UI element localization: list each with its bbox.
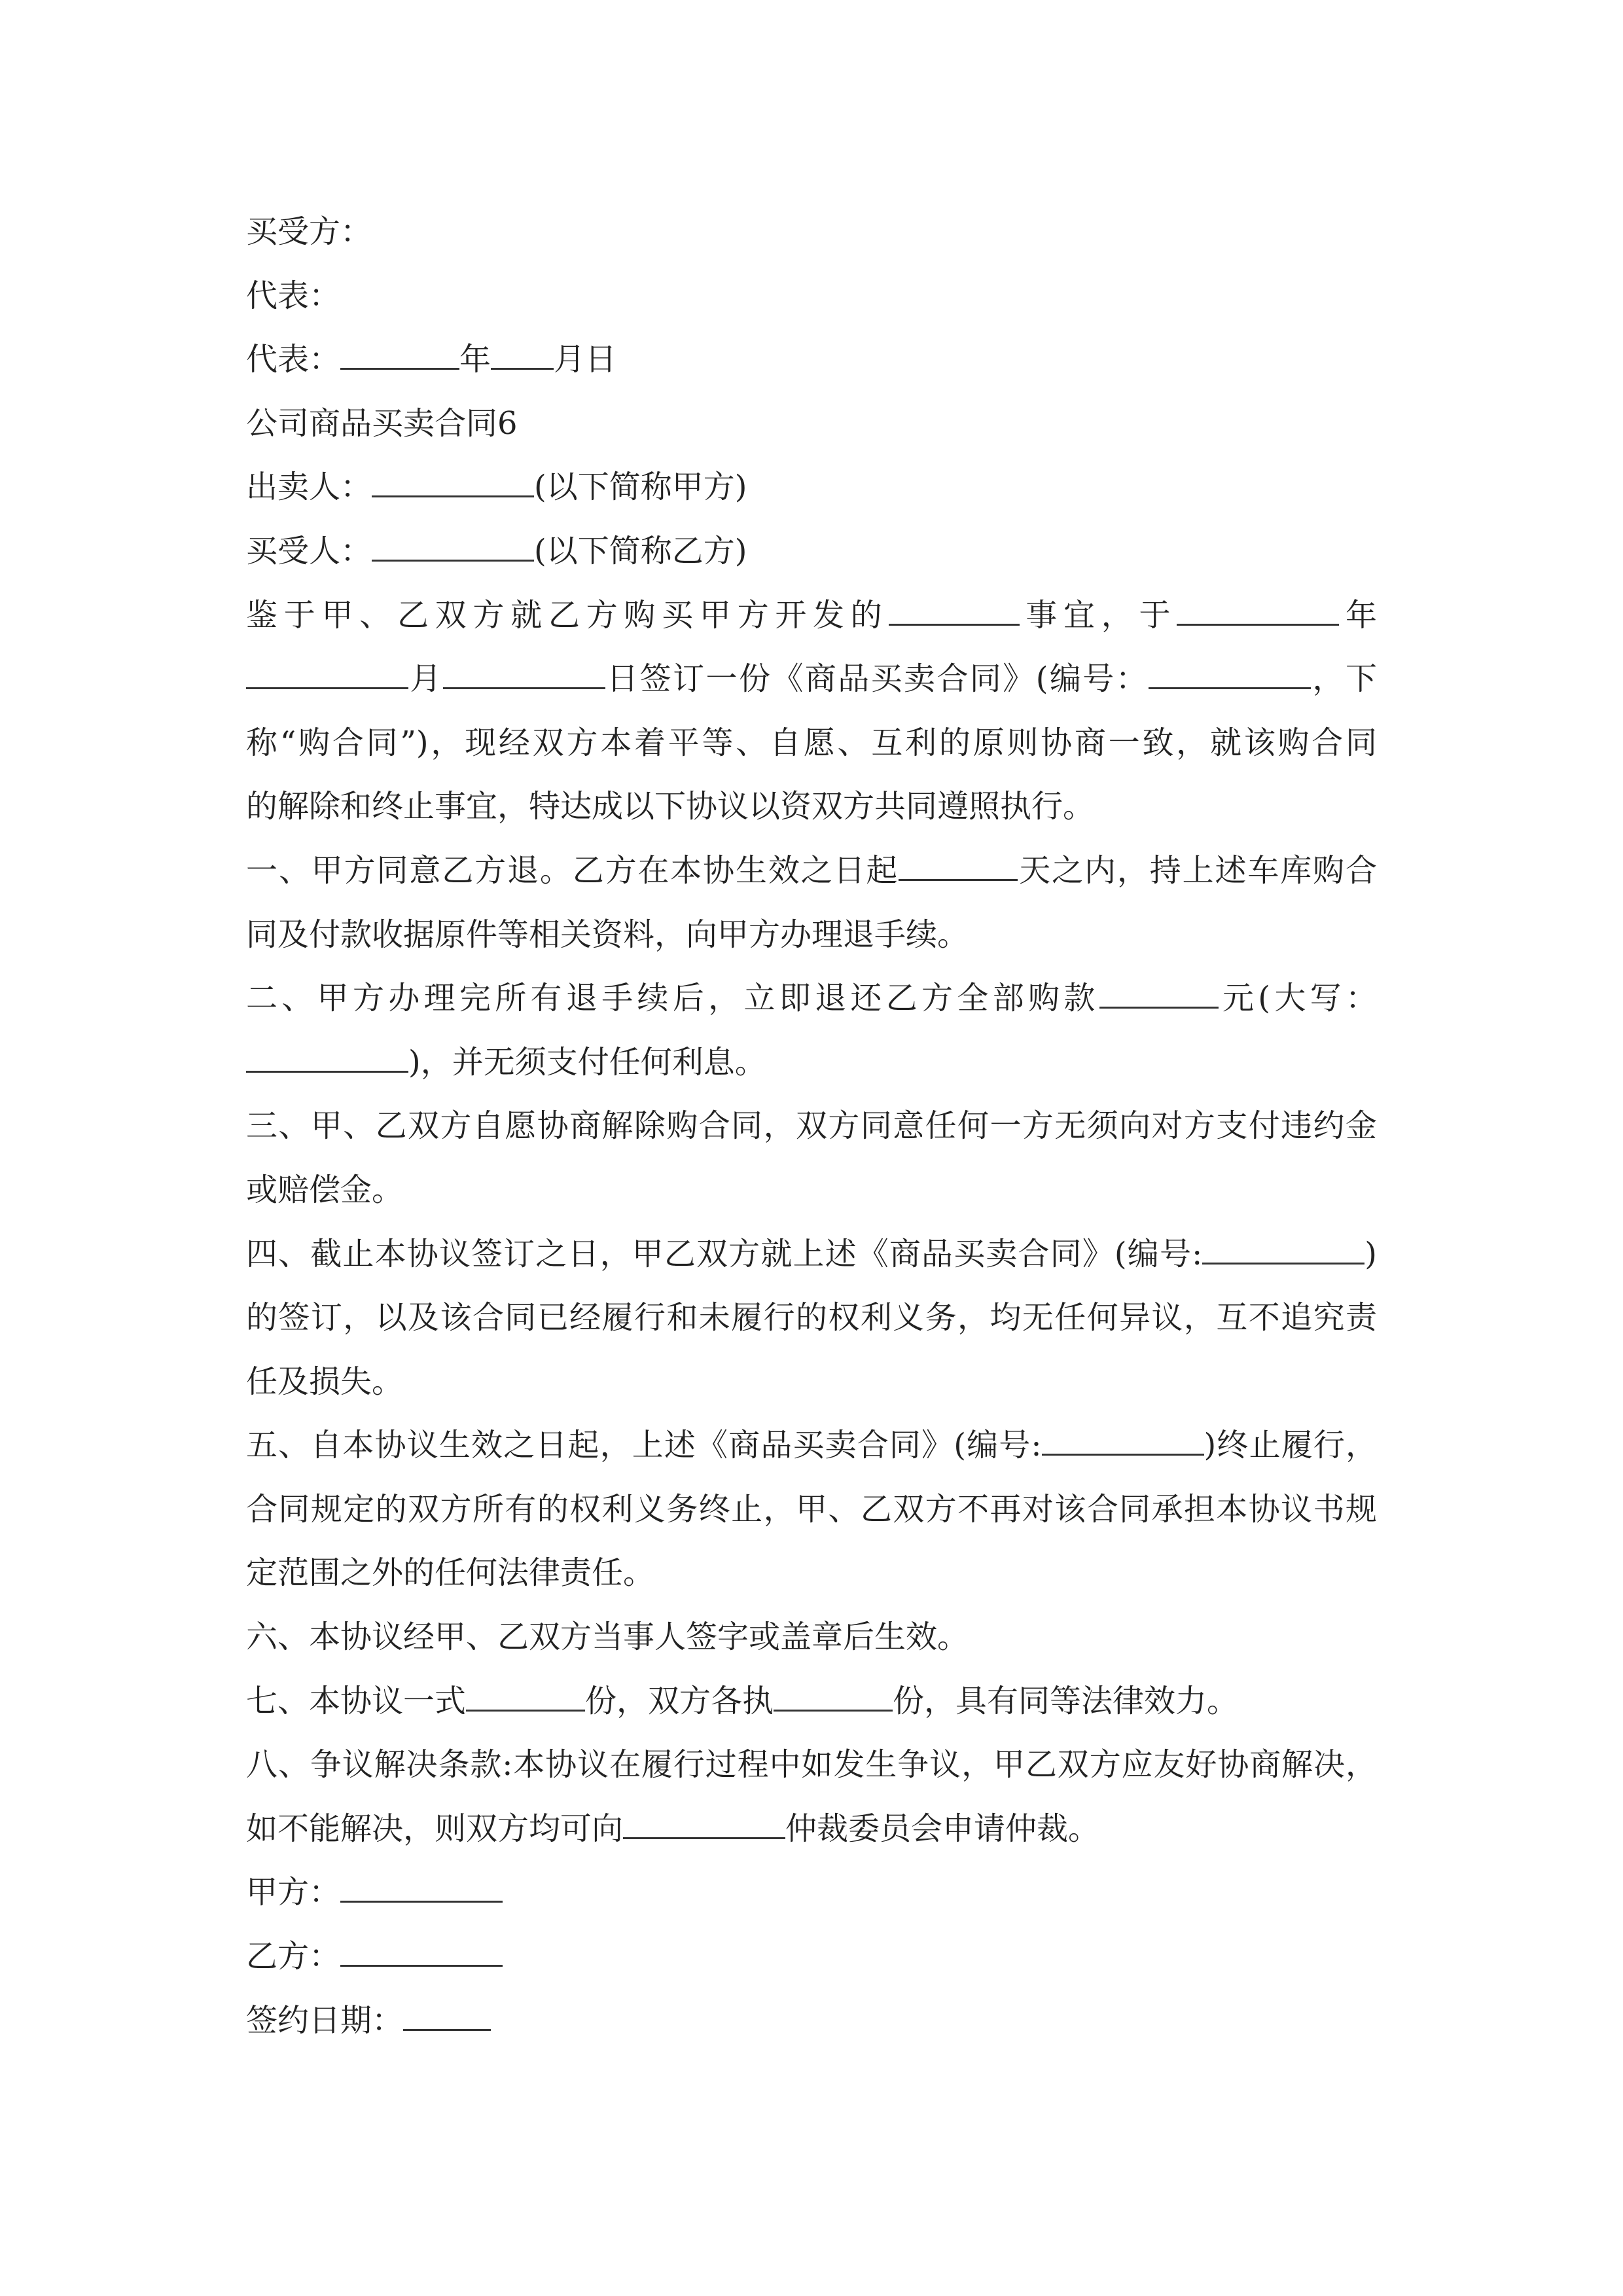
clause-1 (246, 839, 1377, 903)
paragraph-text: 元(大写： (1218, 980, 1377, 1017)
paragraph-text: 合同规定的双方所有的权利义务终止，甲、乙双方不再对该合同承担本协议书规 (246, 1490, 1377, 1528)
paragraph-text: 鉴于甲、乙双方就乙方购买甲方开发的 (246, 596, 889, 634)
representative-date-label: 代表： (246, 341, 341, 378)
text-line (246, 584, 1377, 648)
representative-label: 代表： (246, 277, 341, 314)
contract-title (246, 392, 1377, 456)
paragraph-text: 天之内，持上述车库购合 (1018, 852, 1377, 889)
clause-3 (246, 1094, 1377, 1158)
paragraph-text: 五、自本协议生效之日起，上述《商品买卖合同》(编号: (246, 1427, 1042, 1464)
paragraph-text: 或赔偿金。 (246, 1171, 404, 1208)
blank-line (1099, 978, 1219, 1009)
paragraph-text: 任及损失。 (246, 1363, 404, 1400)
paragraph-text: 月 (408, 660, 443, 698)
blank-line (246, 1042, 408, 1073)
blank-line (340, 1872, 503, 1903)
signing-date-line (246, 1989, 1377, 2053)
paragraph-text: 八、争议解决条款:本协议在履行过程中如发生争议，甲乙双方应友好协商解决， (246, 1746, 1377, 1784)
paragraph-text: 份，具有同等法律效力。 (893, 1682, 1239, 1719)
buyer-note: (以下简称乙方) (534, 532, 747, 569)
paragraph-text: 的签订，以及该合同已经履行和未履行的权利义务，均无任何异议，互不追究责 (246, 1299, 1377, 1336)
paragraph-text: )终止履行， (1204, 1427, 1378, 1464)
text-line (246, 520, 1377, 584)
paragraph-text: 事宜，于 (1019, 596, 1177, 634)
paragraph-text: 一、甲方同意乙方退。乙方在本协生效之日起 (246, 852, 899, 889)
blank-line (774, 1681, 893, 1712)
paragraph-text: 称“购合同”)，现经双方本着平等、自愿、互利的原则协商一致，就该购合同 (246, 724, 1377, 761)
blank-line (1177, 595, 1339, 626)
paragraph-text: 三、甲、乙双方自愿协商解除购合同，双方同意任何一方无须向对方支付违约金 (246, 1107, 1377, 1145)
blank-line (372, 531, 534, 562)
paragraph-text: ) (1364, 1235, 1377, 1272)
buyer-label: 买受方： (246, 213, 372, 250)
seller-label: 出卖人： (246, 469, 372, 506)
text-line (246, 1541, 1377, 1605)
paragraph-text: 仲裁委员会申请仲裁。 (785, 1810, 1100, 1847)
paragraph-text: 四、截止本协议签订之日，甲乙双方就上述《商品买卖合同》(编号: (246, 1235, 1203, 1272)
text-line (246, 775, 1377, 839)
blank-line (889, 595, 1020, 626)
clause-4 (246, 1223, 1377, 1287)
paragraph-text: 二、甲方办理完所有退手续后，立即退还乙方全部购款 (246, 980, 1099, 1017)
blank-line (246, 658, 408, 689)
party-a-label: 甲方： (246, 1874, 341, 1911)
text-line (246, 1797, 1377, 1861)
clause-2 (246, 967, 1377, 1031)
text-line (246, 1286, 1377, 1350)
clause-8 (246, 1733, 1377, 1797)
party-b-label: 乙方： (246, 1938, 341, 1975)
text-line (246, 328, 1377, 392)
signing-date-label: 签约日期： (246, 2001, 404, 2039)
text-line (246, 711, 1377, 776)
text-line (246, 647, 1377, 711)
paragraph-text: 日签订一份《商品买卖合同》(编号： (605, 660, 1149, 698)
blank-line (443, 658, 605, 689)
paragraph-text: 的解除和终止事宜，特达成以下协议以资双方共同遵照执行。 (246, 788, 1095, 825)
paragraph-text: 七、本协议一式 (246, 1682, 467, 1719)
blank-line (403, 2000, 491, 2031)
paragraph-text: 年 (1339, 596, 1377, 634)
party-b-signature-line (246, 1925, 1377, 1989)
clause-7 (246, 1670, 1377, 1734)
paragraph-text: ，下 (1311, 660, 1377, 698)
text-line (246, 264, 1377, 329)
text-line (246, 1031, 1377, 1095)
month-day-label: 月日 (554, 341, 617, 378)
blank-line (340, 339, 459, 370)
paragraph-text: 份，双方各执 (585, 1682, 774, 1719)
year-label: 年 (459, 341, 491, 378)
text-line (246, 1350, 1377, 1414)
text-line (246, 456, 1377, 520)
paragraph-text: 如不能解决，则双方均可向 (246, 1810, 624, 1847)
buyer-party-label: 买受人： (246, 532, 372, 569)
blank-line (372, 467, 534, 497)
blank-line (1149, 658, 1311, 689)
paragraph-text: )，并无须支付任何利息。 (408, 1043, 766, 1081)
blank-line (1202, 1234, 1364, 1265)
seller-note: (以下简称甲方) (534, 469, 747, 506)
paragraph-text: 同及付款收据原件等相关资料，向甲方办理退手续。 (246, 916, 969, 953)
blank-line (491, 339, 554, 370)
paragraph-text: 六、本协议经甲、乙双方当事人签字或盖章后生效。 (246, 1619, 969, 1656)
blank-line (623, 1808, 785, 1839)
blank-line (466, 1681, 585, 1712)
clause-5 (246, 1414, 1377, 1478)
blank-line (1042, 1425, 1204, 1456)
blank-line (340, 1936, 503, 1967)
text-line (246, 1478, 1377, 1542)
text-line (246, 1158, 1377, 1223)
paragraph-text: 定范围之外的任何法律责任。 (246, 1554, 655, 1592)
document-body (246, 200, 1377, 2053)
text-line (246, 200, 1377, 264)
text-line (246, 903, 1377, 967)
party-a-signature-line (246, 1861, 1377, 1925)
blank-line (899, 850, 1018, 881)
clause-6 (246, 1605, 1377, 1670)
title-text: 公司商品买卖合同6 (246, 404, 518, 442)
